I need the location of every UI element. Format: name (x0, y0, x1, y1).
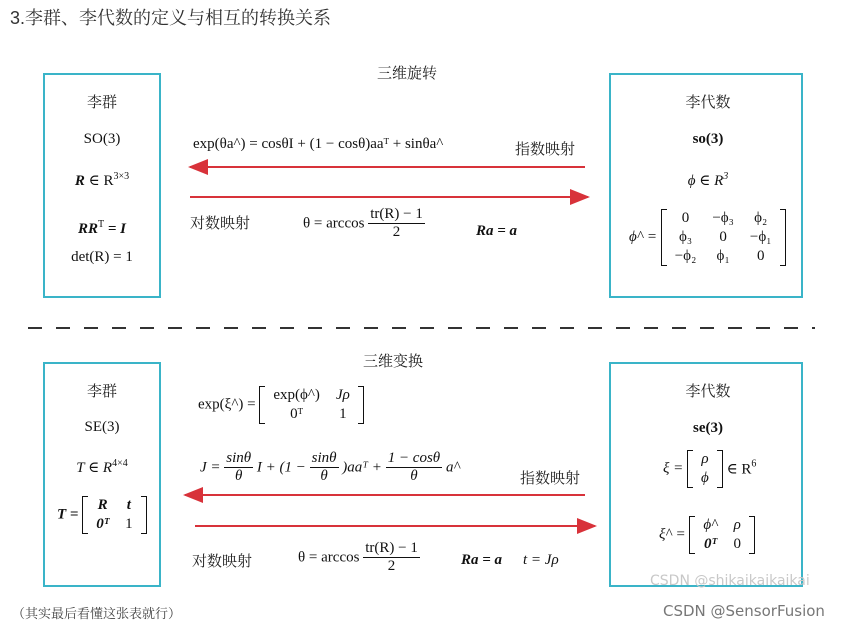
bottom-title: 三维变换 (362, 352, 424, 370)
xi-vector-eq: ξ = ρ ϕ ∈ $R^6$ (663, 451, 757, 486)
so3-log-label: 对数映射 (190, 214, 251, 232)
footnote: （其实最后看懂这张表就行） (12, 607, 182, 622)
phi-hat-eq: ϕ^ = 0 −ϕ₃ ϕ₂ ϕ₃ 0 −ϕ₁ −ϕ₂ ϕ₁ 0 (629, 209, 786, 266)
se3-axis-eq: Ra = a (461, 552, 503, 568)
xi-hat-eq: ξ^ = ϕ^ ρ 0ᵀ 0 (659, 516, 755, 554)
xi-vector: ρ ϕ (687, 450, 723, 488)
se3-log-label: 对数映射 (192, 552, 253, 570)
se3-exp-label: 指数映射 (520, 469, 581, 487)
se3-name: SE(3) (84, 419, 120, 435)
se3-group-box (43, 362, 161, 587)
so3-name: SO(3) (83, 131, 121, 147)
so3-algebra-member: ϕ ∈ $R^3$ (687, 171, 729, 189)
se3-translation-eq: t = Jρ (523, 552, 559, 568)
watermark-outer: CSDN @SensorFusion (663, 602, 825, 620)
so3-algebra-name: so(3) (692, 131, 724, 147)
se3-label: 李群 (86, 382, 118, 400)
se3-algebra-label: 李代数 (685, 382, 731, 400)
section-heading: 3.李群、李代数的定义与相互的转换关系 (10, 8, 332, 28)
se3-exp-matrix: exp(ϕ^) Jρ 0ᵀ 1 (259, 386, 363, 424)
phi-hat-matrix: 0 −ϕ₃ ϕ₂ ϕ₃ 0 −ϕ₁ −ϕ₂ ϕ₁ 0 (661, 209, 786, 266)
se3-algebra-name: se(3) (693, 420, 723, 436)
t-matrix-eq: T = R t 0ᵀ 1 (57, 496, 147, 534)
so3-member: R ∈ $R^{3\times 3}$ (74, 171, 130, 189)
so3-algebra-label: 李代数 (685, 93, 731, 111)
xi-hat-matrix: ϕ^ ρ 0ᵀ 0 (689, 516, 755, 554)
so3-label: 李群 (86, 93, 118, 111)
so3-det: det(R) = 1 (71, 249, 133, 265)
se3-member: T ∈ $R^{4\times 4}$ (76, 458, 128, 476)
so3-orthogonal: $RR^T = I$ (77, 219, 127, 237)
so3-exp-formula: exp(θa^) = cosθI + (1 − cosθ)aaᵀ + sinθa^ (193, 136, 444, 152)
t-matrix: R t 0ᵀ 1 (82, 496, 146, 534)
se3-algebra-box (609, 362, 803, 587)
so3-algebra-box (609, 73, 803, 298)
top-title: 三维旋转 (376, 64, 438, 82)
so3-exp-label: 指数映射 (515, 140, 576, 158)
se3-exp-formula: exp(ξ^) = exp(ϕ^) Jρ 0ᵀ 1 (198, 386, 364, 424)
so3-group-box (43, 73, 161, 298)
watermark-inner: CSDN @shikaikaikaikai (650, 573, 810, 589)
so3-axis-eq: Ra = a (476, 223, 518, 239)
se3-log-formula: θ = arccos $\frac{tr(R) - 1}{2}$ (298, 540, 418, 575)
lie-diagram (10, 40, 840, 595)
so3-log-formula: θ = arccos $\frac{tr(R) - 1}{2}$ (303, 206, 423, 241)
jacobian-formula: J = $\frac{\sin\theta}{\theta}$ I + (1 − $\frac{\sin\theta}{\theta}$ )aaᵀ + $\frac{1 - \cos\theta}{\theta}$ a^ (200, 450, 460, 485)
